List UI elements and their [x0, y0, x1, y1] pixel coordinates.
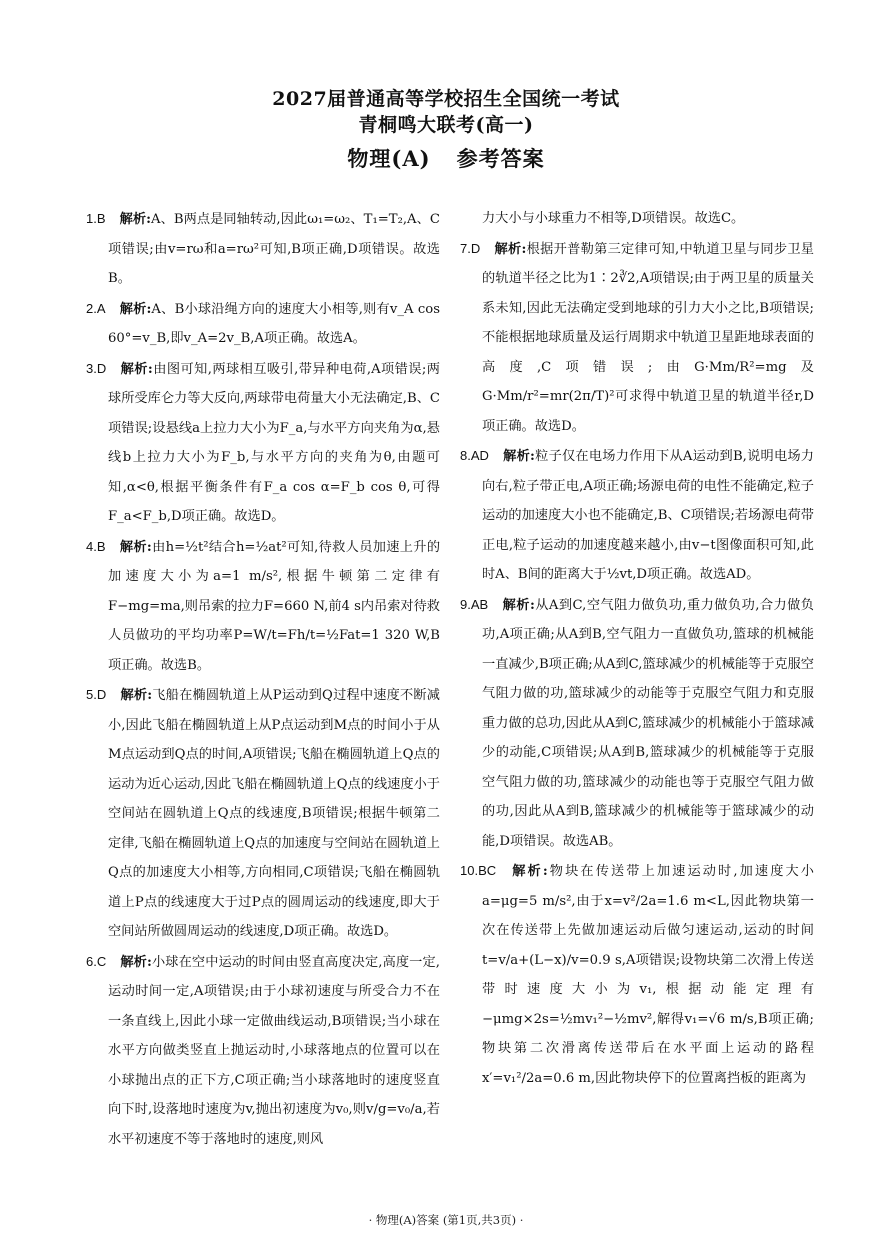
analysis-text: 由图可知,两球相互吸引,带异种电荷,A项错误;两球所受库仑力等大反向,两球带电荷量大小无法确定,B、C项错误;设悬线a上拉力大小为F_a,与水平方向夹角为α,悬线b上拉力大小为F_b,与水平方向的夹角为θ,由题可知,α<θ,根据平衡条件有F_a cos α=F_b cos θ,可得F_a<F_b,D项正确。故选D。	[108, 361, 440, 524]
analysis-label: 解析:	[119, 212, 151, 227]
analysis-text: A、B两点是同轴转动,因此ω₁=ω₂、T₁=T₂,A、C项错误;由v=rω和a=rω²可知,B项正确,D项错误。故选B。	[108, 212, 440, 286]
answer-choice: D	[96, 687, 107, 702]
answer-item	[86, 354, 440, 532]
page-footer: · 物理(A)答案 (第1页,共3页) ·	[368, 1213, 524, 1227]
answer-item	[86, 532, 440, 681]
analysis-label: 解析:	[502, 597, 535, 613]
answer-item	[86, 204, 440, 294]
answer-choice: C	[96, 953, 107, 969]
analysis-text: 由h=½t²结合h=½at²可知,待救人员加速上升的加速度大小为a=1 m/s²,根据牛顿第二定律有F−mg=ma,则吊索的拉力F=660 N,前4 s内吊索对待救人员做功的平均功率P=W/t=Fh/t=½Fat=1 320 W,B项正确。故选B。	[108, 539, 441, 673]
analysis-text: 物块在传送带上加速运动时,加速度大小a=μg=5 m/s²,由于x=v²/2a=1.6 m<L,因此物块第一次在传送带上先做加速运动后做匀速运动,运动的时间t=v/a+(L−x)/v=0.9 s,A项错误;设物块第二次滑上传送带时速度大小为v₁,根据动能定理有−μmg×2s=½mv₁²−½mv²,解得v₁=√6 m/s,B项正确;物块第二次滑离传送带后在水平面上运动的路程x′=v₁²/2a=0.6 m,因此物块停下的位置离挡板的距离为	[482, 864, 814, 1086]
analysis-text: A、B小球沿绳方向的速度大小相等,则有v_A cos 60°=v_B,即v_A=2v_B,A项正确。故选A。	[108, 301, 440, 346]
answer-choice: B	[96, 211, 106, 226]
answer-item	[460, 441, 814, 590]
question-number: 9.	[460, 596, 471, 612]
analysis-label: 解析:	[510, 864, 548, 879]
answer-choice: BC	[478, 863, 497, 878]
exam-title: 2027届普通高等学校招生全国统一考试	[272, 88, 620, 110]
answer-item	[86, 947, 440, 1155]
question-number: 3.	[86, 360, 97, 376]
answer-choice: B	[96, 538, 106, 554]
answer-item	[86, 294, 440, 354]
question-number: 5.	[86, 687, 97, 702]
answer-item	[460, 234, 814, 442]
analysis-label: 解析:	[120, 361, 153, 377]
analysis-text: 根据开普勒第三定律可知,中轨道卫星与同步卫星的轨道半径之比为1∶2∛2,A项错误;由于两卫星的质量关系未知,因此无法确定受到地球的引力大小之比,B项错误;不能根据地球质量及运行周期求中轨道卫星距地球表面的高度,C项错误;由G·Mm/R²=mg及G·Mm/r²=mr(2π/T)²可求得中轨道卫星的轨道半径r,D项正确。故选D。	[482, 241, 814, 434]
analysis-label: 解析:	[502, 449, 535, 464]
document-title	[0, 144, 892, 174]
subject-label: 物理(A)	[347, 146, 431, 171]
answer-choice: AD	[470, 448, 489, 463]
left-column	[86, 204, 440, 1154]
analysis-label: 解析:	[494, 241, 527, 257]
answer-choice: D	[470, 240, 481, 256]
question-number: 2.	[86, 300, 97, 316]
answer-item	[460, 856, 814, 1093]
question-number: 6.	[86, 953, 97, 969]
question-number: 7.	[460, 240, 471, 256]
analysis-text: 从A到C,空气阻力做负功,重力做负功,合力做负功,A项正确;从A到B,空气阻力一直做负功,篮球的机械能一直减少,B项正确;从A到C,篮球减少的机械能等于克服空气阻力做的功,篮球减少的动能等于克服空气阻力和克服重力做的总功,因此从A到C,篮球减少的机械能小于篮球减少的动能,C项错误;从A到B,篮球减少的机械能等于克服空气阻力做的功,篮球减少的动能也等于克服空气阻力做的功,因此从A到B,篮球减少的机械能等于篮球减少的动能,D项错误。故选AB。	[482, 597, 814, 849]
answer-choice: A	[96, 300, 106, 316]
answer-item	[460, 590, 814, 857]
analysis-text: 小球在空中运动的时间由竖直高度决定,高度一定,运动时间一定,A项错误;由于小球初速度与所受合力不在一条直线上,因此小球一定做曲线运动,B项错误;当小球在水平方向做类竖直上抛运动时,小球落地点的位置可以在小球抛出点的正下方,C项正确;当小球落地时的速度竖直向下时,设落地时速度为v,抛出初速度为v₀,则v/g=v₀/a,若水平初速度不等于落地时的速度,则风	[108, 954, 440, 1147]
answer-item	[86, 680, 440, 947]
analysis-label: 解析:	[120, 954, 152, 970]
page-header	[0, 86, 892, 174]
question-number: 10.	[460, 863, 479, 878]
analysis-label: 解析:	[119, 539, 152, 555]
question-number: 4.	[86, 538, 97, 554]
analysis-text: 飞船在椭圆轨道上从P运动到Q过程中速度不断减小,因此飞船在椭圆轨道上从P点运动到M点的时间小于从M点运动到Q点的时间,A项错误;飞船在椭圆轨道上Q点的运动为近心运动,因此飞船在椭圆轨道上Q点的线速度小于空间站在圆轨道上Q点的线速度,B项错误;根据牛顿第二定律,飞船在椭圆轨道上Q点的加速度与空间站在圆轨道上Q点的加速度大小相等,方向相同,C项错误;飞船在椭圆轨道上P点的线速度大于过P点的圆周运动的线速度,即大于空间站所做圆周运动的线速度,D项正确。故选D。	[108, 688, 440, 939]
question-number: 1.	[86, 211, 97, 226]
right-column	[460, 204, 814, 1093]
analysis-label: 解析:	[120, 688, 153, 703]
analysis-text: 力大小与小球重力不相等,D项错误。故选C。	[482, 211, 745, 226]
answer-choice: AB	[470, 596, 489, 612]
answer-item	[460, 204, 814, 234]
answer-choice: D	[96, 360, 107, 376]
analysis-label: 解析:	[119, 301, 152, 317]
exam-subtitle: 青桐鸣大联考(高一)	[358, 114, 534, 136]
doc-type-label: 参考答案	[456, 146, 545, 171]
question-number: 8.	[460, 448, 471, 463]
analysis-text: 粒子仅在电场力作用下从A运动到B,说明电场力向右,粒子带正电,A项正确;场源电荷的电性不能确定,粒子运动的加速度大小也不能确定,B、C项错误;若场源电荷带正电,粒子运动的加速度越来越小,由v−t图像面积可知,此时A、B间的距离大于½vt,D项正确。故选AD。	[482, 449, 814, 582]
